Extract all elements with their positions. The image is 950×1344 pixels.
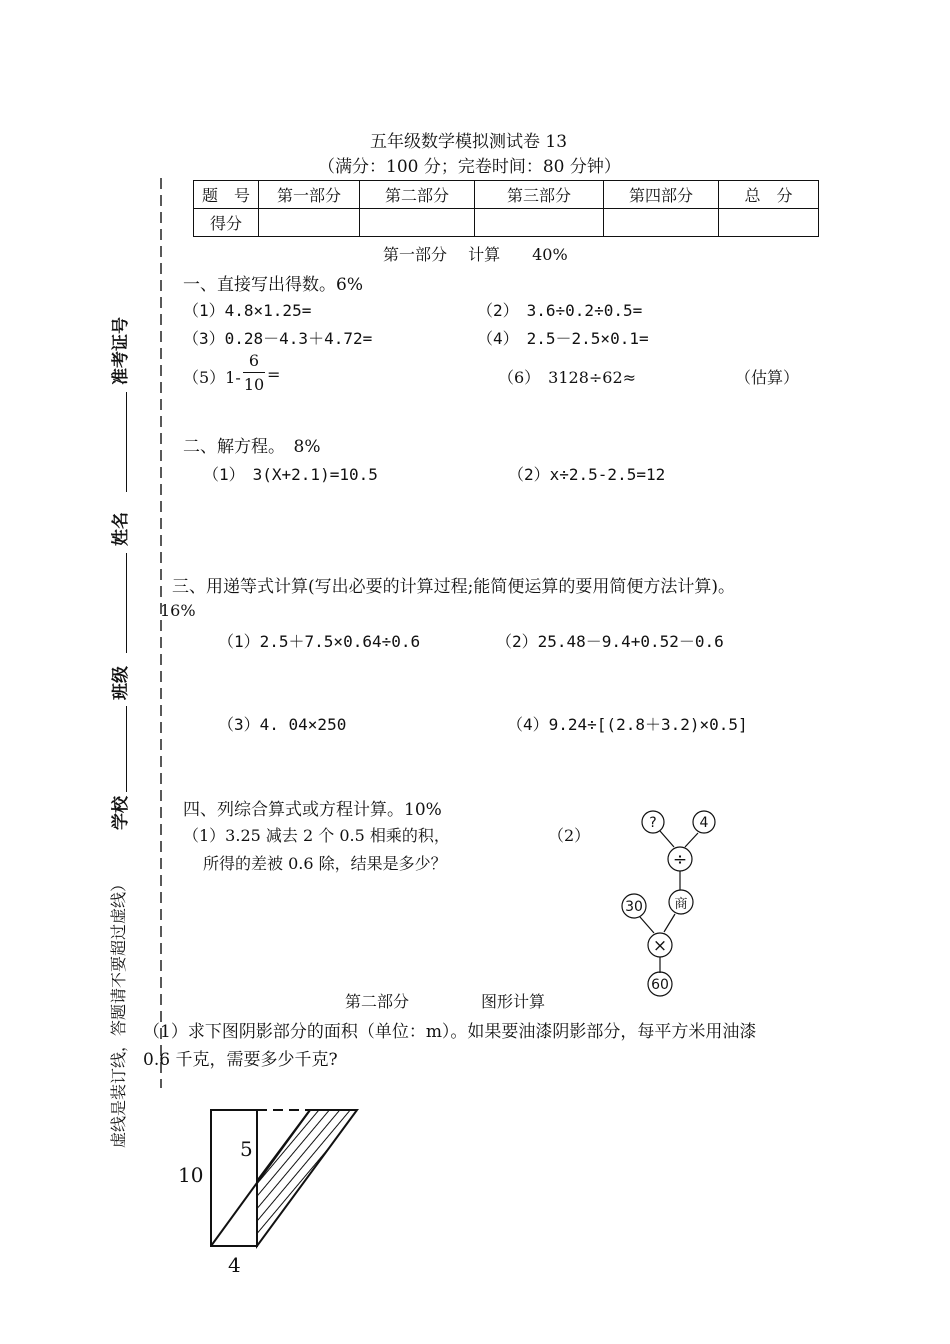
section3-title: 三、用递等式计算(写出必要的计算过程;能简便运算的要用简便方法计算)。 (172, 577, 735, 597)
s3-q4: （4）9.24÷[(2.8＋3.2)×0.5] (507, 715, 748, 734)
tree-label-left: 30 (625, 899, 643, 915)
table-cell: 总 分 (719, 181, 819, 209)
s3-q1: （1）2.5＋7.5×0.64÷0.6 (218, 632, 421, 651)
figure-label-width: 4 (228, 1253, 241, 1277)
s3-q3: （3）4. 04×250 (218, 715, 347, 734)
s1-q2: （2） 3.6÷0.2÷0.5= (477, 301, 643, 320)
s1-q5-prefix: （5）1- (183, 368, 241, 387)
s2-q1: （1） 3(X+2.1)=10.5 (203, 465, 378, 484)
s1-q5-fraction (241, 351, 267, 394)
fraction-numerator: 6 (248, 351, 260, 370)
section2-title: 二、解方程。 8% (183, 437, 321, 457)
score-input-cell[interactable] (604, 209, 719, 237)
page-title: 五年级数学模拟测试卷 13 (370, 132, 568, 152)
tree-edge (664, 914, 675, 932)
tree-label-quotient: 商 (674, 897, 688, 912)
tree-label-top-left: ? (649, 815, 657, 831)
fraction-denominator: 10 (243, 375, 265, 394)
fraction-bar (243, 372, 265, 373)
part2-heading-a: 第二部分 (345, 992, 410, 1011)
figure-label-height: 10 (178, 1163, 204, 1187)
part2-q1-line2: 0.6 千克，需要多少千克? (143, 1050, 338, 1070)
binding-dashed-line (155, 178, 167, 1088)
s1-q1: （1）4.8×1.25= (183, 301, 312, 320)
figure-label-mid: 5 (240, 1137, 253, 1161)
score-table-score-row (194, 209, 819, 237)
s4-q1-line2: 所得的差被 0.6 除，结果是多少？ (203, 854, 447, 873)
s4-q2: （2） (548, 826, 591, 845)
tree-label-bottom: 60 (651, 977, 669, 993)
table-cell: 第二部分 (360, 181, 475, 209)
name-underline (126, 553, 127, 653)
s1-q5-suffix: = (267, 365, 281, 384)
calculation-tree-diagram (610, 800, 730, 1000)
score-input-cell[interactable] (360, 209, 475, 237)
part2-q1-line1: （1）求下图阴影部分的面积（单位：m）。如果要油漆阴影部分，每平方米用油漆 (143, 1022, 757, 1042)
page-subtitle: （满分：100 分；完卷时间：80 分钟） (318, 157, 621, 177)
score-input-cell[interactable] (259, 209, 360, 237)
s2-q2: （2）x÷2.5-2.5=12 (508, 465, 666, 484)
s1-q6-note: （估算） (735, 368, 800, 387)
part1-heading: 第一部分 计算 40% (383, 245, 568, 264)
table-cell: 第四部分 (604, 181, 719, 209)
class-label: 班级 (111, 666, 131, 700)
shaded-area-figure (170, 1100, 370, 1280)
s4-q1-line1: （1）3.25 减去 2 个 0.5 相乘的积， (183, 826, 450, 845)
section4-title: 四、列综合算式或方程计算。10% (183, 800, 442, 820)
score-table (193, 180, 819, 237)
table-cell: 第三部分 (475, 181, 604, 209)
section1-title: 一、直接写出得数。6% (183, 275, 363, 295)
exam-id-underline (126, 392, 127, 492)
score-input-cell[interactable] (475, 209, 604, 237)
table-cell: 得分 (194, 209, 259, 237)
figure-rectangle (211, 1110, 257, 1246)
tree-edge (640, 917, 654, 933)
table-cell: 第一部分 (259, 181, 360, 209)
table-cell: 题 号 (194, 181, 259, 209)
tree-edge (685, 833, 698, 847)
exam-id-label: 准考证号 (111, 317, 131, 385)
school-label: 学校 (111, 796, 131, 830)
s1-q6: （6） 3128÷62≈ (498, 368, 637, 387)
s3-q2: （2）25.48－9.4+0.52－0.6 (496, 632, 724, 651)
tree-label-top-right: 4 (699, 815, 709, 831)
score-table-header-row (194, 181, 819, 209)
tree-edge (660, 831, 674, 847)
tree-label-multiply: × (652, 936, 668, 956)
shaded-region (257, 1110, 357, 1246)
s1-q4: （4） 2.5－2.5×0.1= (477, 329, 649, 348)
tree-label-divide: ÷ (672, 850, 688, 870)
s1-q3: （3）0.28－4.3＋4.72= (183, 329, 373, 348)
part2-heading-b: 图形计算 (481, 992, 546, 1011)
class-underline (126, 706, 127, 792)
binding-note: 虚线是装订线，答题请不要超过虚线） (109, 875, 128, 1148)
score-input-cell[interactable] (719, 209, 819, 237)
section3-title-cont: 16% (160, 601, 196, 620)
name-label: 姓名 (111, 512, 131, 546)
